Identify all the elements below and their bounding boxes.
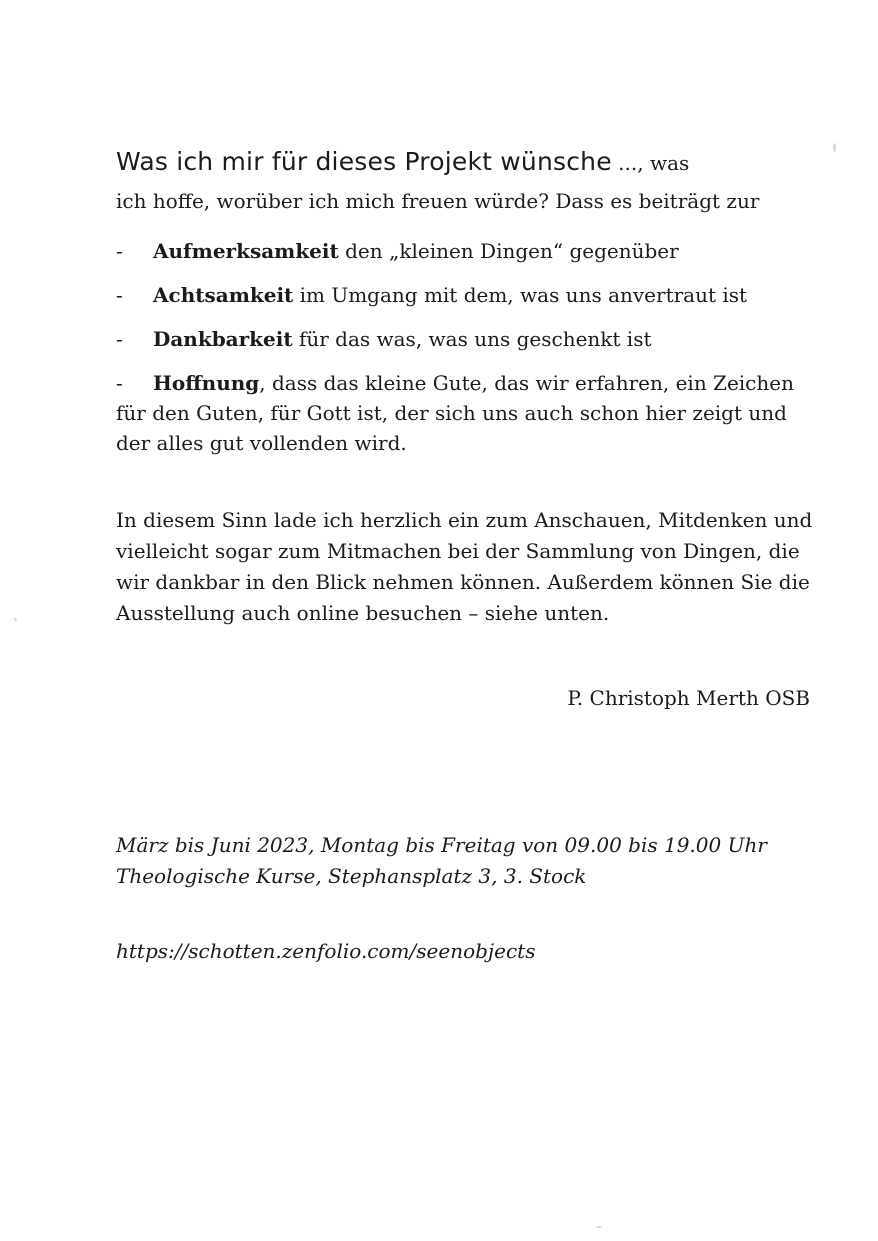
event-dates: März bis Juni 2023, Montag bis Freitag von 09.00 bis 19.00 Uhr xyxy=(116,833,767,857)
intro-paragraph xyxy=(116,143,816,220)
online-exhibition-url[interactable]: https://schotten.zenfolio.com/seenobjects xyxy=(116,939,536,963)
scan-speck xyxy=(833,143,836,152)
bullet-text: für das was, was uns geschenkt ist xyxy=(292,327,652,351)
bullet-item xyxy=(116,236,816,266)
intro-line-2: ich hoffe, worüber ich mich freuen würde? Dass es beiträgt zur xyxy=(116,189,760,213)
bullet-item xyxy=(116,324,816,354)
bullet-term: Dankbarkeit xyxy=(153,327,293,351)
bullet-dash: - xyxy=(116,327,123,351)
bullet-term: Achtsamkeit xyxy=(153,283,294,307)
bullet-term: Aufmerksamkeit xyxy=(153,239,339,263)
intro-heading: Was ich mir für dieses Projekt wünsche xyxy=(116,147,612,176)
bullet-text: , dass das kleine Gute, das wir erfahren, ein Zeichen für den Guten, für Gott ist, der sich uns auch schon hier zeigt und der alles gut vollenden wird. xyxy=(116,371,794,455)
event-location: Theologische Kurse, Stephansplatz 3, 3. Stock xyxy=(116,864,587,888)
bullet-item xyxy=(116,280,816,310)
bullet-text: den „kleinen Dingen“ gegenüber xyxy=(338,239,679,263)
bullet-dash: - xyxy=(116,283,123,307)
bullet-term: Hoffnung xyxy=(153,371,260,395)
invitation-paragraph: In diesem Sinn lade ich herzlich ein zum Anschauen, Mitdenken und vielleicht sogar zum Mitmachen bei der Sammlung von Dingen, die wir dankbar in den Blick nehmen können. Außerdem können Sie die Ausstellung auch online besuchen – siehe unten. xyxy=(116,508,813,625)
bullet-dash: - xyxy=(116,239,123,263)
event-details xyxy=(116,830,816,892)
scan-speck xyxy=(14,618,17,621)
scan-speck xyxy=(596,1226,602,1228)
bullet-item xyxy=(116,368,816,458)
bullet-text: im Umgang mit dem, was uns anvertraut ist xyxy=(293,283,748,307)
bullet-dash: - xyxy=(116,371,123,395)
signature: P. Christoph Merth OSB xyxy=(567,686,810,710)
bullet-list xyxy=(116,236,816,472)
intro-heading-tail: ..., was xyxy=(611,151,690,175)
